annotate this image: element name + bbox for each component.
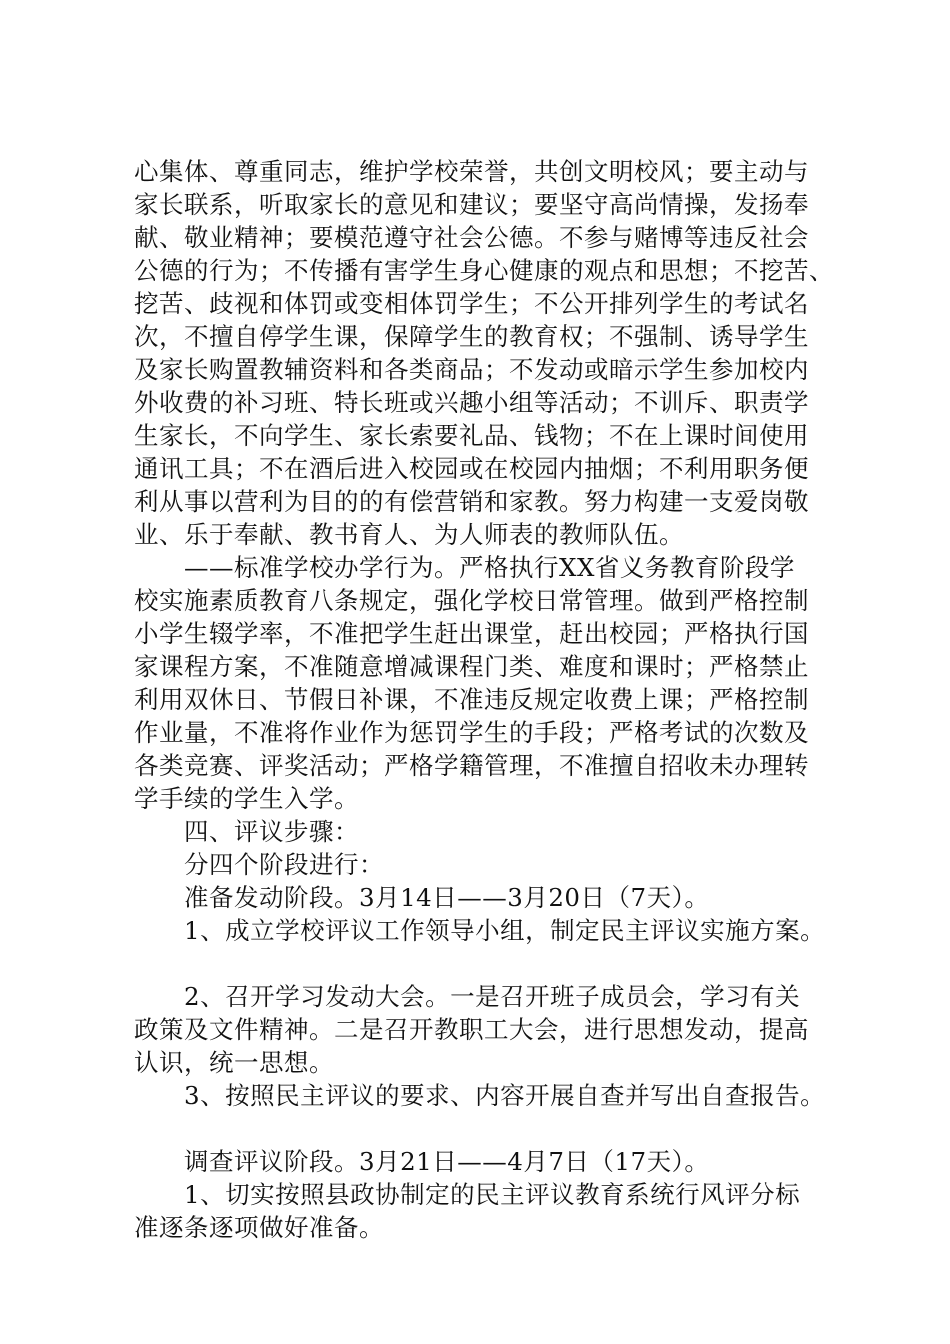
paragraph-start-line: ——标准学校办学行为。严格执行XX省义务教育阶段学 xyxy=(184,553,795,582)
text-line: 献、敬业精神；要模范遵守社会公德。不参与赌博等违反社会 xyxy=(134,223,809,252)
stage-heading: 准备发动阶段。3月14日——3月20日（7天）。 xyxy=(184,883,710,912)
paragraph-start-line: 2、召开学习发动大会。一是召开班子成员会，学习有关 xyxy=(184,982,801,1011)
text-line: 次，不擅自停学生课，保障学生的教育权；不强制、诱导学生 xyxy=(134,322,809,351)
paragraph-start-line: 分四个阶段进行： xyxy=(184,850,384,879)
document-body xyxy=(134,155,834,1244)
text-line: 各类竞赛、评奖活动；严格学籍管理，不准擅自招收未办理转 xyxy=(134,751,809,780)
text-line: 家课程方案，不准随意增减课程门类、难度和课时；严格禁止 xyxy=(134,652,809,681)
text-line: 公德的行为；不传播有害学生身心健康的观点和思想；不挖苦、 xyxy=(134,256,834,285)
text-line: 利用双休日、节假日补课，不准违反规定收费上课；严格控制 xyxy=(134,685,809,714)
text-line: 及家长购置教辅资料和各类商品；不发动或暗示学生参加校内 xyxy=(134,355,809,384)
text-line: 学手续的学生入学。 xyxy=(134,784,359,813)
text-line: 外收费的补习班、特长班或兴趣小组等活动；不训斥、职责学 xyxy=(134,388,809,417)
text-line: 利从事以营利为目的的有偿营销和家教。努力构建一支爱岗敬 xyxy=(134,487,809,516)
section-heading: 四、评议步骤： xyxy=(184,817,359,846)
stage-heading: 调查评议阶段。3月21日——4月7日（17天）。 xyxy=(184,1147,710,1176)
text-line: 家长联系，听取家长的意见和建议；要坚守高尚情操，发扬奉 xyxy=(134,190,809,219)
paragraph-start-line: 1、成立学校评议工作领导小组，制定民主评议实施方案。 xyxy=(184,916,826,945)
paragraph-gap xyxy=(134,947,824,980)
text-line: 准逐条逐项做好准备。 xyxy=(134,1213,384,1242)
text-line: 认识，统一思想。 xyxy=(134,1048,334,1077)
text-line: 政策及文件精神。二是召开教职工大会，进行思想发动，提高 xyxy=(134,1015,809,1044)
text-line: 作业量，不准将作业作为惩罚学生的手段；严格考试的次数及 xyxy=(134,718,809,747)
text-line: 业、乐于奉献、教书育人、为人师表的教师队伍。 xyxy=(134,520,684,549)
paragraph-start-line: 1、切实按照县政协制定的民主评议教育系统行风评分标 xyxy=(184,1180,801,1209)
text-line: 校实施素质教育八条规定，强化学校日常管理。做到严格控制 xyxy=(134,586,809,615)
text-line: 心集体、尊重同志，维护学校荣誉，共创文明校风；要主动与 xyxy=(134,157,809,186)
paragraph-gap xyxy=(134,1112,824,1145)
text-line: 挖苦、歧视和体罚或变相体罚学生；不公开排列学生的考试名 xyxy=(134,289,809,318)
text-line: 小学生辍学率，不准把学生赶出课堂，赶出校园；严格执行国 xyxy=(134,619,809,648)
text-line: 通讯工具；不在酒后进入校园或在校园内抽烟；不利用职务便 xyxy=(134,454,809,483)
paragraph-start-line: 3、按照民主评议的要求、内容开展自查并写出自查报告。 xyxy=(184,1081,826,1110)
text-line: 生家长，不向学生、家长索要礼品、钱物；不在上课时间使用 xyxy=(134,421,809,450)
